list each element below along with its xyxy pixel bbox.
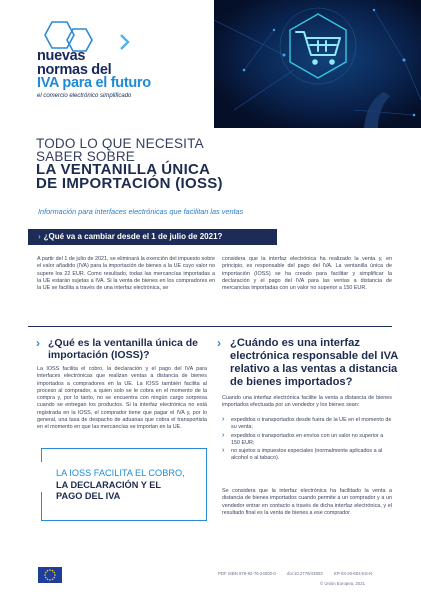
chevron-right-icon: › — [217, 336, 221, 350]
intro-paragraph-right: considera que la interfaz electrónica ha realizado la venta y, en principio, es responsable del pago del IVA. La ventanilla única de importación (IOSS) se ha creado para facilitar y simplificar la declaración y el pago del IVA para las ventas a distancia de mercancías importadas con un valor no superior a 150 EUR. — [222, 256, 392, 292]
brand-line-1: nuevas — [37, 48, 86, 64]
section-heading-ioss: ¿Qué es la ventanilla única de importación (IOSS)? — [48, 337, 198, 361]
callout-part-3: PAGO DEL IVA — [56, 491, 121, 501]
page-title — [36, 137, 336, 191]
callout-part-1: LA IOSS FACILITA EL COBRO, — [56, 468, 185, 478]
callout-text — [56, 468, 201, 503]
callout-gap — [32, 462, 44, 492]
banner-text: ¿Qué va a cambiar desde el 1 de julio de 2021? — [43, 232, 223, 241]
section-heading-responsible: ¿Cuándo es una interfaz electrónica responsable del IVA relativo a las ventas a distancia de bienes importados? — [230, 337, 398, 388]
brand-line-3: IVA para el futuro — [37, 75, 151, 91]
logo-chevron-icon — [119, 34, 131, 50]
question-banner — [28, 229, 277, 245]
hero-image — [214, 0, 421, 128]
footer-doi: doi:10.2778/43803 — [287, 571, 323, 576]
footer-catalogue: KP-03-20-604-ES-N — [333, 571, 373, 576]
intro-paragraph-left: A partir del 1 de julio de 2021, se eliminará la exención del impuesto sobre el valor añadido (IVA) para la importación de bienes a la UE cuyo valor no supere los 22 EUR. Como resultado, todas las mercancías importadas a la UE estarán sujetas a IVA. Si la venta de bienes en los compradores en la UE se facilita a través de una interfaz electrónica, se — [37, 256, 215, 292]
eu-flag-icon — [38, 567, 62, 583]
ioss-paragraph: La IOSS facilita el cobro, la declaración y el pago del IVA para interfaces electrónicas que realizan ventas a distancia de bienes importados a compradores en la UE. La IOSS también facilita al proceso al comprador, a quien solo se le cobra en el momento de la compra y, por lo tanto, no se encuentra con ningún cargo sorpresa cuando se entregan los productos. Si la interfaz electrónica no está registrada en la IOSS, el comprador tiene que pagar el IVA y, por lo general, una tasa de despacho de aduanas que cobra el transportista en el momento en que las mercancías se importan en la UE. — [37, 366, 207, 431]
responsible-closing: Se considera que la interfaz electrónica ha facilitado la venta a distancia de bienes importados cuando permite a un comprador y a un vendedor entrar en contacto a través de dicha interfaz electrónica, y el resultado final es la venta de bienes a ese comprador. — [222, 488, 392, 516]
list-item: › no sujetos a impuestos especiales (normalmente aplicados a al alcohol o al tabaco). — [222, 448, 392, 463]
footer-isbn: PDF ISBN 978-92-76-24000-0 — [218, 571, 276, 576]
chevron-right-icon: › — [38, 232, 41, 241]
page-subtitle: Información para interfaces electrónicas que facilitan las ventas — [38, 207, 244, 216]
list-item: › expedidos o transportados desde fuera de la UE en el momento de su venta; — [222, 417, 392, 432]
title-line-2: SABER SOBRE — [36, 149, 135, 164]
section-divider — [28, 326, 392, 327]
footer-codes — [218, 571, 398, 576]
chevron-right-icon: › — [36, 336, 40, 350]
brand-tagline: el comercio electrónico simplificado — [37, 92, 132, 99]
conditions-list — [222, 417, 392, 464]
callout-part-2: LA DECLARACIÓN Y EL — [56, 479, 161, 490]
brand-line-2: normas del — [37, 61, 112, 78]
footer-copyright: © Unión Europea, 2021 — [320, 581, 365, 586]
responsible-intro: Cuando una interfaz electrónica facilite la venta a distancia de bienes importados efectuada por un vendedor y los bienes sean: — [222, 395, 392, 409]
shopping-cart-network-icon — [214, 0, 421, 128]
title-line-4: DE IMPORTACIÓN (IOSS) — [36, 175, 223, 192]
title-line-1: TODO LO QUE NECESITA — [36, 136, 204, 151]
title-line-3: LA VENTANILLA ÚNICA — [36, 161, 211, 178]
list-item: › expedidos o transportados en envíos con un valor no superior a 150 EUR; — [222, 433, 392, 448]
brand-wordmark — [37, 50, 197, 99]
